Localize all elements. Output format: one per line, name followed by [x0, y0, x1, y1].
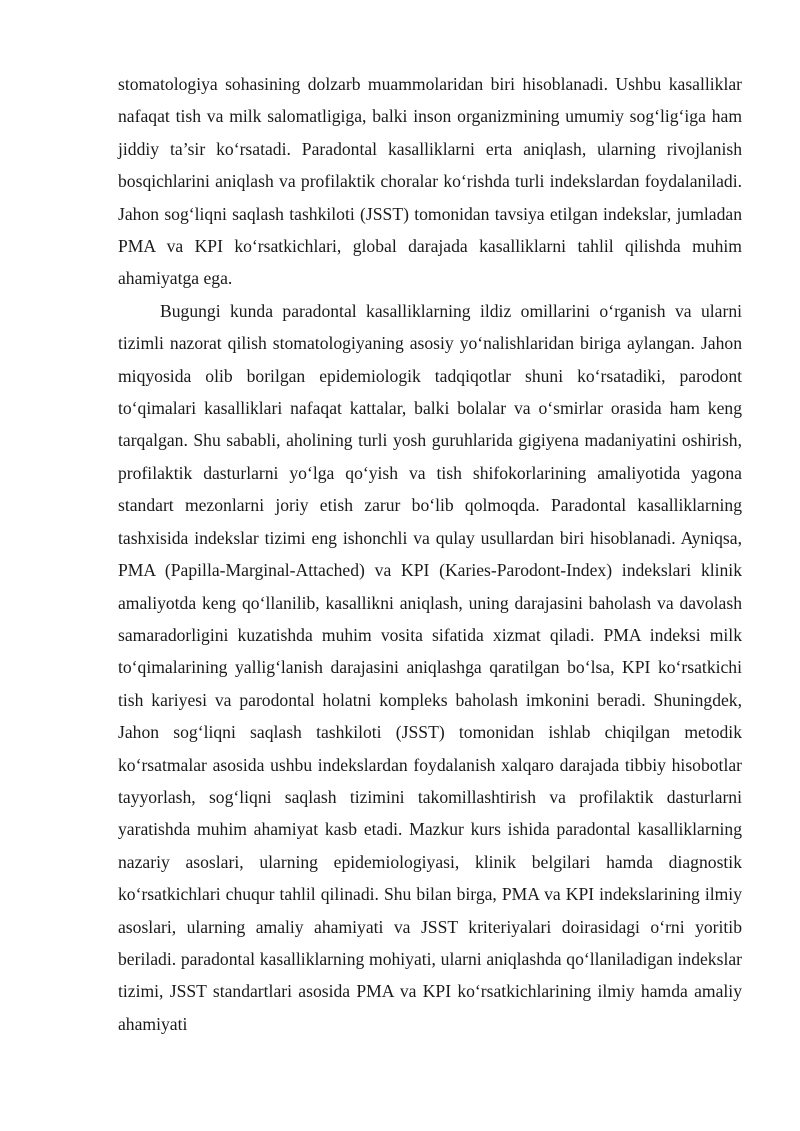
- document-page: [118, 68, 742, 1040]
- paragraph-continuation: stomatologiya sohasining dolzarb muammolaridan biri hisoblanadi. Ushbu kasalliklar nafaqat tish va milk salomatligiga, balki inson organizmining umumiy sog‘lig‘iga ham jiddiy ta’sir ko‘rsatadi. Paradontal kasalliklarni erta aniqlash, ularning rivojlanish bosqichlarini aniqlash va profilaktik choralar ko‘rishda turli indekslardan foydalaniladi. Jahon sog‘liqni saqlash tashkiloti (JSST) tomonidan tavsiya etilgan indekslar, jumladan PMA va KPI ko‘rsatkichlari, global darajada kasalliklarni tahlil qilishda muhim ahamiyatga ega.: [118, 74, 742, 289]
- paragraph-main: Bugungi kunda paradontal kasalliklarning ildiz omillarini o‘rganish va ularni tizimli nazorat qilish stomatologiyaning asosiy yo‘nalishlaridan biriga aylangan. Jahon miqyosida olib borilgan epidemiologik tadqiqotlar shuni ko‘rsatadiki, parodont to‘qimalari kasalliklari nafaqat kattalar, balki bolalar va o‘smirlar orasida ham keng tarqalgan. Shu sababli, aholining turli yosh guruhlarida gigiyena madaniyatini oshirish, profilaktik dasturlarni yo‘lga qo‘yish va tish shifokorlarining amaliyotida yagona standart mezonlarni joriy etish zarur bo‘lib qolmoqda. Paradontal kasalliklarning tashxisida indekslar tizimi eng ishonchli va qulay usullardan biri hisoblanadi. Ayniqsa, PMA (Papilla-Marginal-Attached) va KPI (Karies-Parodont-Index) indekslari klinik amaliyotda keng qo‘llanilib, kasallikni aniqlash, uning darajasini baholash va davolash samaradorligini kuzatishda muhim vosita sifatida xizmat qiladi. PMA indeksi milk to‘qimalarining yallig‘lanish darajasini aniqlashga qaratilgan bo‘lsa, KPI ko‘rsatkichi tish kariyesi va parodontal holatni kompleks baholash imkonini beradi. Shuningdek, Jahon sog‘liqni saqlash tashkiloti (JSST) tomonidan ishlab chiqilgan metodik ko‘rsatmalar asosida ushbu indekslardan foydalanish xalqaro darajada tibbiy hisobotlar tayyorlash, sog‘liqni saqlash tizimini takomillashtirish va profilaktik dasturlarni yaratishda muhim ahamiyat kasb etadi. Mazkur kurs ishida paradontal kasalliklarning nazariy asoslari, ularning epidemiologiyasi, klinik belgilari hamda diagnostik ko‘rsatkichlari chuqur tahlil qilinadi. Shu bilan birga, PMA va KPI indekslarining ilmiy asoslari, ularning amaliy ahamiyati va JSST kriteriyalari doirasidagi o‘rni yoritib beriladi. paradontal kasalliklarning mohiyati, ularni aniqlashda qo‘llaniladigan indekslar tizimi, JSST standartlari asosida PMA va KPI ko‘rsatkichlarining ilmiy hamda amaliy ahamiyati: [118, 300, 742, 1034]
